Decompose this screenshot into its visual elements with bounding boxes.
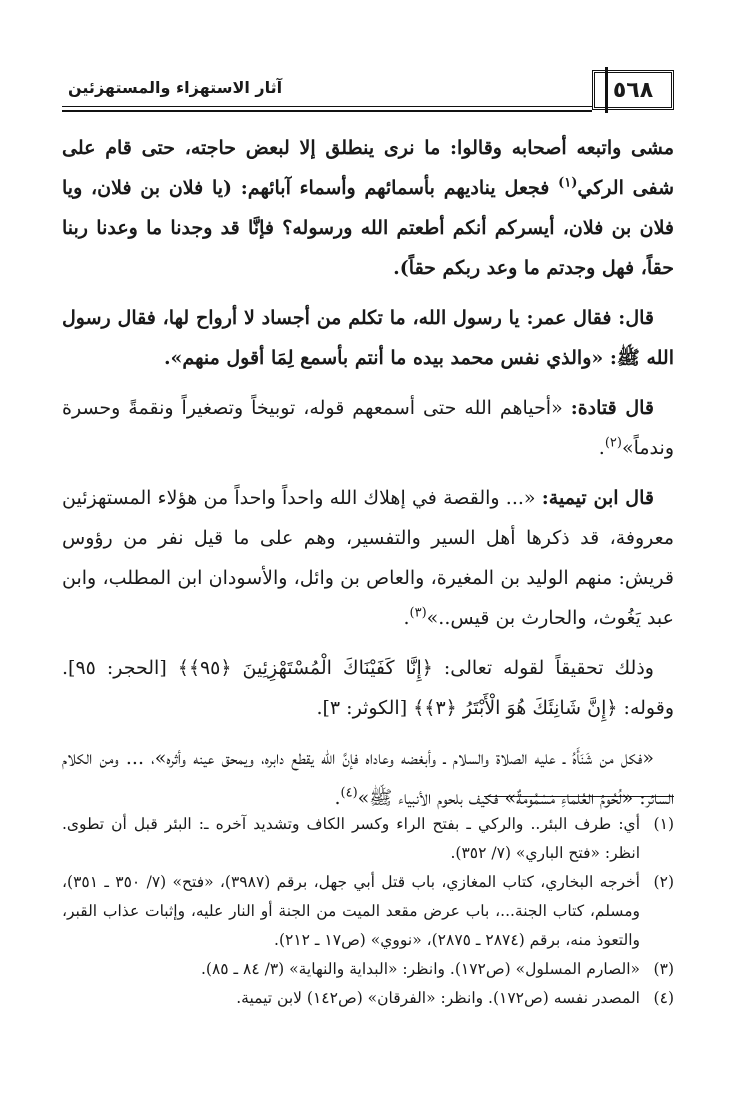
main-text (62, 128, 674, 828)
paragraph-6: «فكل من شَنَأَهُ ـ عليه الصلاة والسلام ـ وأبغضه وعاداه فإنَّ الله يقطع دابره، ويمحق عينه وأثره»، ... ومن الكلام السائر: «لُحُومُ العُلماءِ مَسْمُومةٌ» فكيف بلحوم الأنبياء ﷺ»$^{(٤)}$. (62, 747, 674, 809)
footnote-number: (١) (653, 815, 674, 833)
footnote-ref-4: (٤) (340, 785, 358, 801)
footnote (62, 868, 674, 955)
book-page (62, 70, 674, 1060)
quote-attribution: قال قتادة: (570, 397, 654, 419)
page-header (62, 70, 674, 118)
footnote-number: (٣) (653, 960, 674, 978)
footnote-text: أي: طرف البئر.. والركي ـ بفتح الراء وكسر الكاف وتشديد آخره ـ: البئر قبل أن تطوى. انظر: «فتح الباري» (٧/ ٣٥٢). (62, 815, 640, 862)
footnote (62, 810, 674, 868)
paragraph-3: قال قتادة: «أحياهم الله حتى أسمعهم قوله، توبيخاً وتصغيراً ونقمةً وحسرة وندماً»$^{(٢)}$. (62, 397, 674, 459)
footnote-ref-2: (٢) (604, 435, 622, 451)
page-number: ٥٦٨ (612, 77, 654, 103)
footnote-number: (٢) (653, 873, 674, 891)
footnote-text: «الصارم المسلول» (ص١٧٢). وانظر: «البداية والنهاية» (٣/ ٨٤ ـ ٨٥). (200, 960, 640, 978)
footnote-separator (484, 796, 674, 797)
footnote-ref-3: (٣) (409, 605, 427, 621)
running-title: آثار الاستهزاء والمستهزئين (68, 78, 283, 97)
page-number-divider (605, 67, 608, 113)
page-number-box (592, 70, 674, 110)
paragraph-2: قال: فقال عمر: يا رسول الله، ما تكلم من أجساد لا أرواح لها، فقال رسول الله ﷺ: «والذي نفس محمد بيده ما أنتم بأسمع لِمَا أقول منهم». (62, 307, 674, 369)
paragraph-5: وذلك تحقيقاً لقوله تعالى: ﴿إِنَّا كَفَيْنَاكَ الْمُسْتَهْزِئِينَ ﴿٩٥﴾﴾ [الحجر: ٩٥]. وقوله: ﴿إِنَّ شَانِئَكَ هُوَ الْأَبْتَرُ ﴿٣﴾﴾ [الكوثر: ٣]. (62, 657, 674, 719)
footnote-text: أخرجه البخاري، كتاب المغازي، باب قتل أبي جهل، برقم (٣٩٨٧)، «فتح» (٧/ ٣٥٠ ـ ٣٥١)، ومسلم، كتاب الجنة...، باب عرض مقعد الميت من الجنة أو النار عليه، وإثبات عذاب القبر، والتعوذ منه، برقم (٢٨٧٤ ـ ٢٨٧٥)، «نووي» (ص١٧ ـ ٢١٢). (62, 873, 640, 949)
footnote-ref-1: (١) (558, 175, 578, 191)
header-rule-thick (62, 110, 592, 112)
paragraph-1: مشى واتبعه أصحابه وقالوا: ما نرى ينطلق إلا لبعض حاجته، حتى قام على شفى الركي$^{(١)}$ فجعل يناديهم بأسمائهم وأسماء آبائهم: (يا فلان بن فلان، ويا فلان بن فلان، أيسركم أنكم أطعتم الله ورسوله؟ فإنَّا قد وجدنا ما وعدنا ربنا حقاً، فهل وجدتم ما وعد ربكم حقاً). (62, 137, 674, 279)
quote-attribution: قال ابن تيمية: (541, 487, 654, 509)
footnote-text: المصدر نفسه (ص١٧٢). وانظر: «الفرقان» (ص١٤٢) لابن تيمية. (236, 989, 640, 1007)
paragraph-4: قال ابن تيمية: «... والقصة في إهلاك الله واحداً واحداً من هؤلاء المستهزئين معروفة، قد ذكرها أهل السير والتفسير، وهم على ما قيل نفر من رؤوس قريش: منهم الوليد بن المغيرة، والعاص بن وائل، والأسودان ابن المطلب، وابن عبد يَغُوث، والحارث بن قيس..»$^{(٣)}$. (62, 487, 674, 629)
footnotes (62, 810, 674, 1013)
footnote (62, 955, 674, 984)
header-rule (62, 106, 592, 107)
footnote-number: (٤) (653, 989, 674, 1007)
footnote (62, 984, 674, 1013)
